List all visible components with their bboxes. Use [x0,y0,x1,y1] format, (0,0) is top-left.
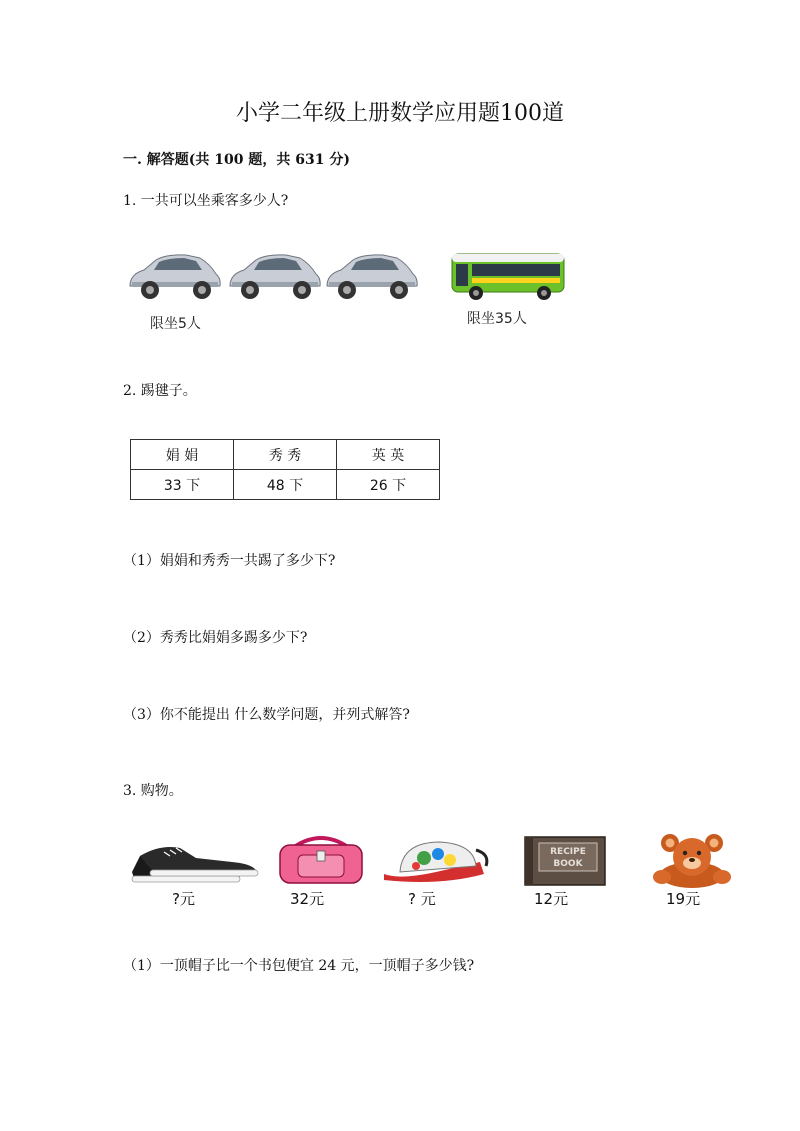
question-2-sub-2: （2）秀秀比娟娟多踢多少下? [123,630,308,646]
bus-capacity-label: 限坐35人 [467,311,527,327]
jianzi-table [130,439,440,500]
book-cover-word-1: RECIPE [550,847,586,857]
schoolbag-image [272,833,370,887]
car-image-1 [126,250,222,302]
question-1: 1. 一共可以坐乘客多少人? [123,193,289,209]
price-teddy-bear: 19元 [666,890,701,908]
table-cell: 26 下 [337,470,440,500]
price-sneakers: ?元 [172,890,195,908]
question-3: 3. 购物。 [123,783,183,799]
question-2-sub-1: （1）娟娟和秀秀一共踢了多少下? [123,553,336,569]
recipe-book-image [521,835,611,887]
table-row [131,470,440,500]
question-2-sub-3: （3）你不能提出 什么数学问题，并列式解答? [123,707,410,723]
question-3-sub-1: （1）一顶帽子比一个书包便宜 24 元，一顶帽子多少钱? [123,958,475,974]
cap-image [380,836,492,886]
sneakers-image [130,838,260,886]
table-cell: 48 下 [234,470,337,500]
car-capacity-label: 限坐5人 [150,316,201,332]
table-cell: 33 下 [131,470,234,500]
price-cap: ? 元 [408,890,436,908]
price-schoolbag: 32元 [290,890,325,908]
book-cover-word-2: BOOK [553,859,583,869]
table-header-cell: 娟 娟 [131,440,234,470]
table-header-cell: 英 英 [337,440,440,470]
section-heading: 一. 解答题(共 100 题，共 631 分) [123,152,350,168]
table-header-cell: 秀 秀 [234,440,337,470]
bus-image [450,250,568,302]
teddy-bear-image [636,833,748,889]
price-recipe-book: 12元 [534,890,569,908]
question-2: 2. 踢毽子。 [123,383,197,399]
car-image-3 [323,250,419,302]
car-image-2 [226,250,322,302]
page-title: 小学二年级上册数学应用题100道 [236,101,564,126]
table-header-row [131,440,440,470]
